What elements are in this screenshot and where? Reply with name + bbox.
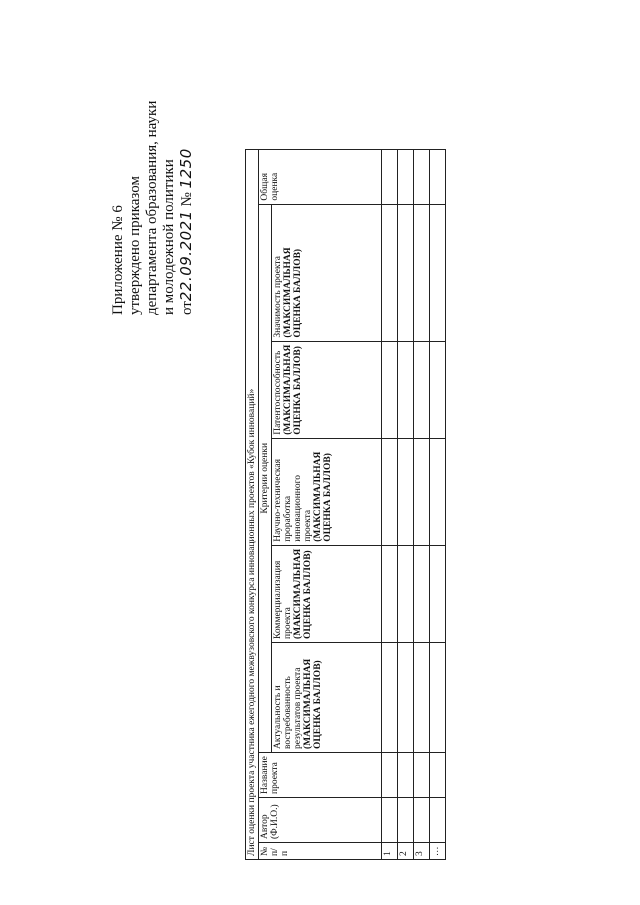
table-row [398,149,414,859]
criterion-label: Актуальность и востребованность результатов проекта [273,667,303,749]
department-line: департамента образования, науки [144,100,160,315]
row-number: 2 [398,843,414,860]
table-row [430,149,446,859]
criterion-label: Значимость проекта [273,256,283,338]
table-row [382,149,398,859]
criterion-note: (МАКСИМАЛЬНАЯ ОЦЕНКА БАЛЛОВ) [293,548,313,639]
criterion-label: Научно-техническая проработка инновационного проекта [273,459,313,542]
department-line-2: и молодежной политики [161,159,177,315]
appendix-number: Приложение № 6 [110,205,126,315]
header-criteria: Критерии оценки [259,204,272,752]
number-prefix: № [179,192,195,207]
row-number: … [430,843,446,860]
criterion-significance [272,204,382,341]
header-number: № п/п [259,843,382,860]
handwritten-date: 22.09.2021 [177,210,195,302]
criterion-patentability [272,341,382,438]
criterion-note: (МАКСИМАЛЬНАЯ ОЦЕНКА БАЛЛОВ) [283,247,303,338]
table-row [414,149,430,859]
handwritten-order-number: 1250 [177,148,195,189]
header-total: Общая оценка [259,149,382,204]
row-number: 1 [382,843,398,860]
criterion-label: Патентоспособность [273,350,283,435]
approved-by: утверждено приказом [127,176,143,315]
table-title: Лист оценки проекта участника ежегодного межвузовского конкурса инновационных проектов «Кубок инноваций» [246,149,259,859]
row-number: 3 [414,843,430,860]
criterion-label: Коммерциализация проекта [273,560,293,639]
approval-block [110,15,196,315]
criterion-commercialization [272,545,382,642]
order-date-line [178,15,196,315]
evaluation-table [245,149,446,860]
criterion-note: (МАКСИМАЛЬНАЯ ОЦЕНКА БАЛЛОВ) [313,451,333,542]
criterion-note: (МАКСИМАЛЬНАЯ ОЦЕНКА БАЛЛОВ) [283,344,303,435]
criterion-relevance [272,643,382,753]
header-author: Автор (Ф.И.О.) [259,798,382,843]
date-prefix: от [179,301,195,315]
criterion-scientific [272,438,382,545]
header-project-name: Название проекта [259,753,382,798]
criterion-note: (МАКСИМАЛЬНАЯ ОЦЕНКА БАЛЛОВ) [303,658,323,749]
